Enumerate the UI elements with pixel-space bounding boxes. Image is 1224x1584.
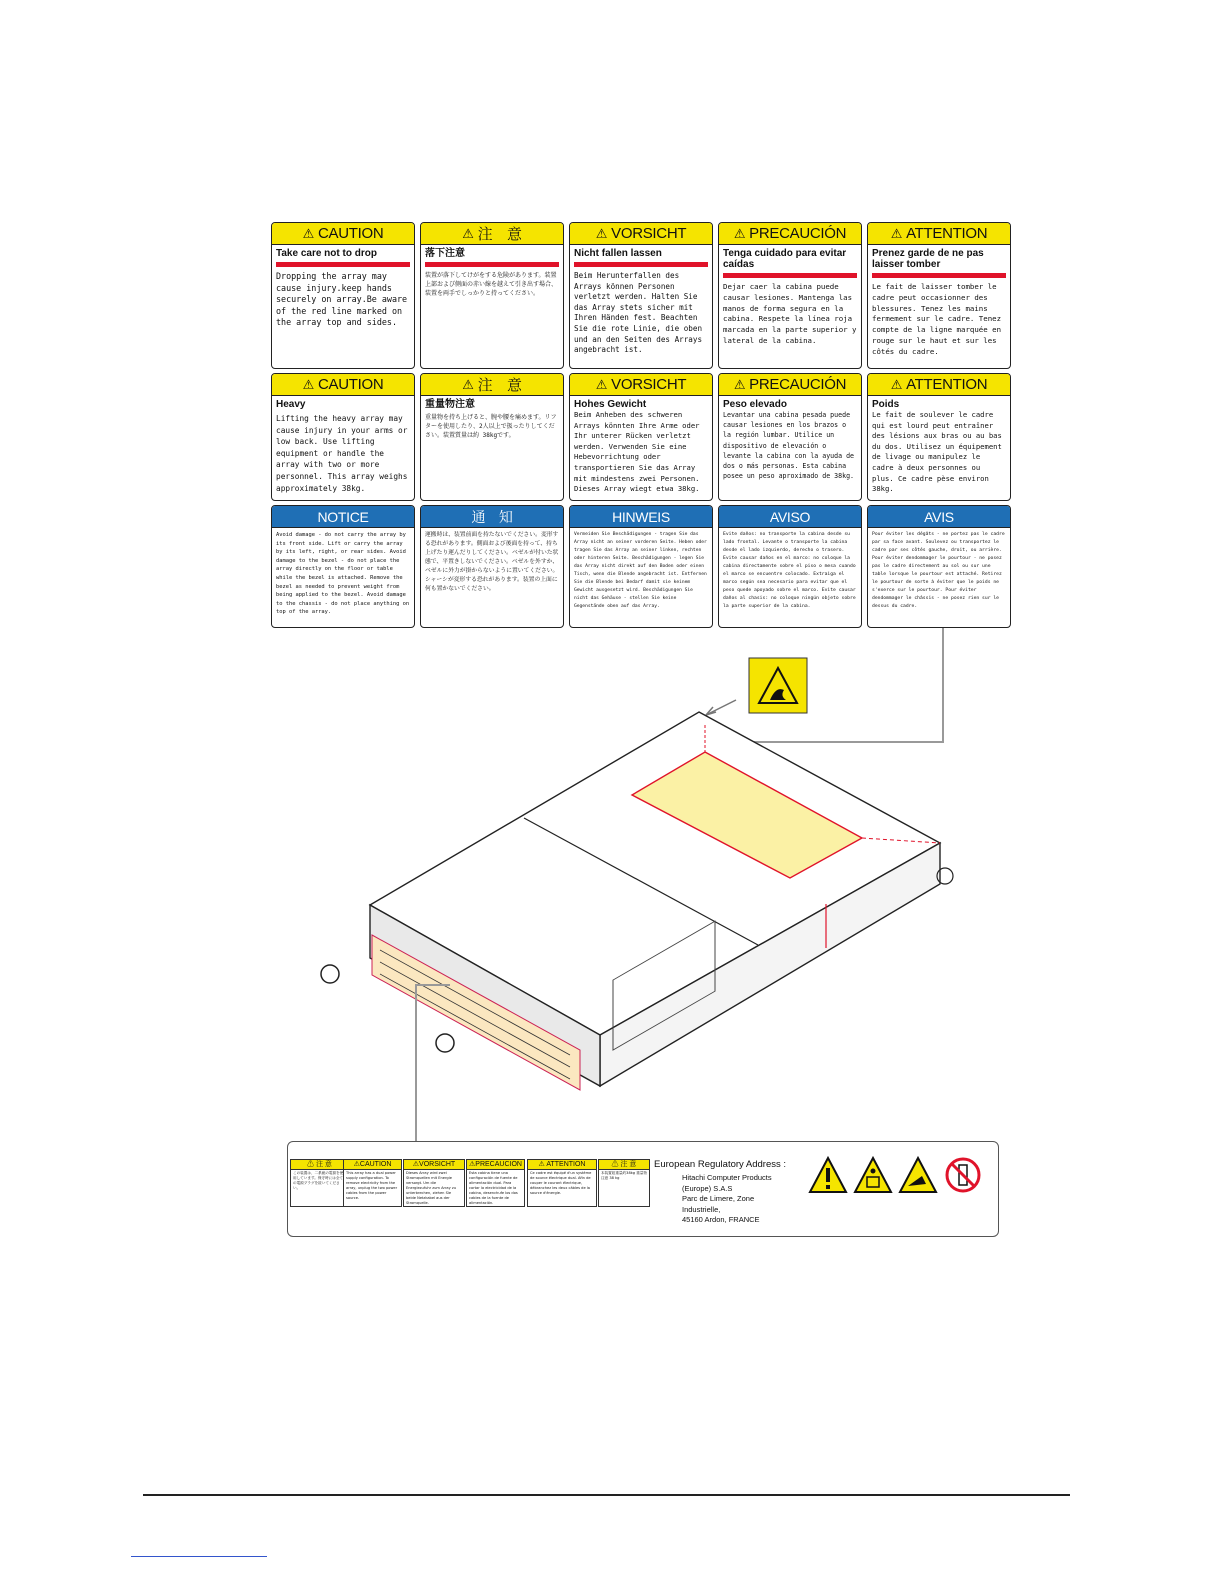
label-header: HINWEIS	[570, 506, 712, 528]
label-header: ⚠ ATTENTION	[868, 223, 1010, 245]
label-body: 運搬時は、装置前面を持たないでください。変形する恐れがあります。側面および後面を持って、持ち上げたり運んだりしてください。ベゼルが付いた状態で、平置きしないでください。ベゼルを外すか、ベゼルに外力が掛からないように置いてください。シャーシが変形する恐れがあります。装置の上面に何も置かないでください。	[425, 532, 559, 592]
label-title: Heavy	[276, 399, 306, 410]
label-title: 落下注意	[425, 248, 465, 259]
general-warning-icon	[810, 1158, 846, 1192]
esd-warning-icon	[706, 658, 807, 715]
label-title: Poids	[872, 399, 900, 410]
label-header: ⚠ PRECAUCIÓN	[719, 223, 861, 245]
label-body: Beim Anheben des schweren Arrays könnten Ihre Arme oder Ihr unterer Rücken verletzt werden. Verwenden Sie eine Hebevorrichtung oder transportieren Sie das Array mit mindestens zwei Personen. Dieses Array wiegt etwa 38kg.	[574, 410, 700, 494]
label-header: NOTICE	[272, 506, 414, 528]
label-title: Tenga cuidado para evitar caídas	[723, 248, 847, 270]
label-body: Evite daños: no transporte la cabina desde su lado frontal. Levante o transporte la cabina desde el lado izquierdo, derecho o trasero. Evite causar daños en el marco: no coloque la cabina directamente sobre el piso o mesa cuando el marco se encuentre colocado. Extraiga el marco según sea necesario para evitar que el peso quede apoyado sobre el marco. Evite causar daños al chasis: no coloque ningún objeto sobre la parte superior de la cabina.	[723, 532, 856, 609]
label-title: Nicht fallen lassen	[574, 248, 662, 259]
heavy-weight-icon	[855, 1158, 891, 1192]
warning-icon: ⚠	[302, 376, 314, 392]
label-header: ⚠ 注 意	[421, 223, 563, 245]
warning-icon: ⚠	[462, 225, 474, 241]
label-title: Hohes Gewicht	[574, 399, 647, 410]
warning-icon: ⚠	[302, 225, 314, 241]
label-body: Le fait de laisser tomber le cadre peut occasionner des blessures. Tenez les mains fermement sur le cadre. Tenez compte de la ligne marquée en rouge sur le haut et sur les côtés du cadre.	[872, 282, 1002, 356]
footer-rule	[143, 1494, 1070, 1496]
pinch-hazard-icon	[900, 1158, 936, 1192]
label-body: Dropping the array may cause injury.keep hands securely on array.Be aware of the red line marked on the array top and sides.	[276, 271, 408, 327]
label-body: 重量物を持ち上げると、腕や腰を痛めます。リフターを使用したり、2人以上で扱ったりしてください。装置質量は約 38kgです。	[425, 414, 557, 440]
label-header: ⚠ CAUTION	[272, 223, 414, 245]
label-header: ⚠ 注 意	[421, 374, 563, 396]
warning-icon: ⚠	[462, 376, 474, 392]
warning-icon: ⚠	[890, 376, 903, 392]
warning-icon: ⚠	[733, 225, 746, 241]
label-header: AVISO	[719, 506, 861, 528]
label-body: Le fait de soulever le cadre qui est lourd peut entraîner des lésions aux bras ou au bas du dos. Utilisez un équipement de livage ou manipulez le cadre à deux personnes ou plus. Ce cadre pèse environ 38kg.	[872, 410, 1002, 494]
mini-label-attention: ⚠ ATTENTION Ce cadre est équipé d'un système de source électrique dual. Afin de couper le courant électrique, débranchez les deux câbles de la source d'énergie.	[527, 1159, 597, 1207]
mini-label-weight: ⚠ 注 意 本装置総重量約38kg 重量物注意 38 kg	[598, 1159, 650, 1207]
label-title: Peso elevado	[723, 399, 787, 410]
label-header: ⚠ PRECAUCIÓN	[719, 374, 861, 396]
rear-label-strip	[287, 1141, 999, 1237]
mini-label-precaucion: ⚠PRECAUCIÓN Esta cabina tiene una configuración de fuente de alimentación dual. Para cortar la electricidad de la cabina, desenchufe los dos cables de la fuente de alimentación.	[466, 1159, 525, 1207]
label-header: ⚠ VORSICHT	[570, 223, 712, 245]
warning-icon: ⚠	[890, 225, 903, 241]
label-title: 重量物注意	[425, 399, 475, 410]
label-title: Prenez garde de ne pas laisser tomber	[872, 248, 984, 270]
label-body: Avoid damage - do not carry the array by its front side. Lift or carry the array by its left, right, or rear sides. Avoid damage to the bezel - do not place the array directly on the floor or table while the bezel is attached. Remove the bezel as needed to prevent weight from being applied to the bezel. Avoid damage to the chassis - do not place anything on top of the array.	[276, 532, 410, 616]
safety-pictograms	[808, 1156, 988, 1196]
mini-label-caution: ⚠CAUTION This array has a dual power supply configuration. To remove electricity from the array, unplug the two power cables from the power source.	[343, 1159, 402, 1207]
label-header: ⚠ VORSICHT	[570, 374, 712, 396]
mini-label-chui: ⚠ 注 意 この装置は、二系統の電源を使用しています。保守時には全ての電源プラグを抜いてください。	[290, 1159, 349, 1207]
label-header: ⚠ ATTENTION	[868, 374, 1010, 396]
warning-icon: ⚠	[595, 225, 608, 241]
regulatory-address: European Regulatory Address : Hitachi Computer Products (Europe) S.A.S Parc de Limere, Zone Industrielle, 45160 Ardon, FRANCE	[654, 1159, 787, 1224]
label-body: Dejar caer la cabina puede causar lesiones. Mantenga las manos de forma segura en la cabina. Respete la línea roja marcada en la parte superior y lateral de la cabina.	[723, 282, 857, 345]
label-header: AVIS	[868, 506, 1010, 528]
label-body: Pour éviter les dégâts - ne portez pas le cadre par sa face avant. Soulevez ou transportez le cadre par ses côtés gauche, droit, ou arrière. Pour éviter dendommager le pourtour - ne posez pas le cadre directement au sol ou sur une table lorsque le pourtour est attaché. Retirez le pourtour de sorte à éviter que le poids ne s'exerce sur le pourtour. Pour éviter dendommager le châssis - ne posez rien sur le dessus du cadre.	[872, 532, 1005, 609]
mini-label-vorsicht: ⚠VORSICHT Dieses Array wird zwei Stromquellen mit Energie versorgt. Um die Energiezufuhr zum Array zu unterbrechen, ziehen Sie beide Netzkabel aus der Stromquelle.	[403, 1159, 465, 1207]
label-body: Levantar una cabina pesada puede causar lesiones en los brazos o la región lumbar. Utilice un dispositivo de elevación o levante la cabina con la ayuda de dos o más personas. Esta cabina posee un peso aproximado de 38kg.	[723, 411, 855, 481]
label-title: Take care not to drop	[276, 248, 377, 259]
warning-icon: ⚠	[733, 376, 746, 392]
label-header: ⚠ CAUTION	[272, 374, 414, 396]
no-disassemble-icon	[947, 1159, 979, 1191]
label-body: Lifting the heavy array may cause injury in your arms or low back. Use lifting equipment or handle the array with two or more personnel. This array weighs approximately 38kg.	[276, 414, 408, 493]
label-body: 装置が落下してけがをする危険があります。装置上部および側面の赤い線を越えて引き出す場合、装置を両手でしっかりと持ってください。	[425, 272, 558, 298]
warning-icon: ⚠	[595, 376, 608, 392]
label-header: 通 知	[421, 506, 563, 528]
label-body: Vermeiden Sie Beschädigungen - tragen Sie das Array nicht an seiner vorderen Seite. Heben oder tragen Sie das Array an seiner linken, rechten oder hinteren Seite. Beschädigungen - legen Sie das Array nicht direkt auf den Boden oder einen Tisch, wenn die Blende angebracht ist. Entfernen Sie die Blende bei Bedarf damit sie keinem Gewicht ausgesetzt wird. Beschädigungen Sie nicht das Gehäuse - stellen Sie keine Gegenstände oben auf das Array.	[574, 532, 707, 609]
label-body: Beim Herunterfallen des Arrays können Personen verletzt werden. Halten Sie das Array stets sicher mit Ihren Händen fest. Beachten Sie die rote Linie, die oben und an den Seiten des Arrays angebracht ist.	[574, 271, 703, 355]
footer-link-underline[interactable]	[131, 1556, 267, 1557]
